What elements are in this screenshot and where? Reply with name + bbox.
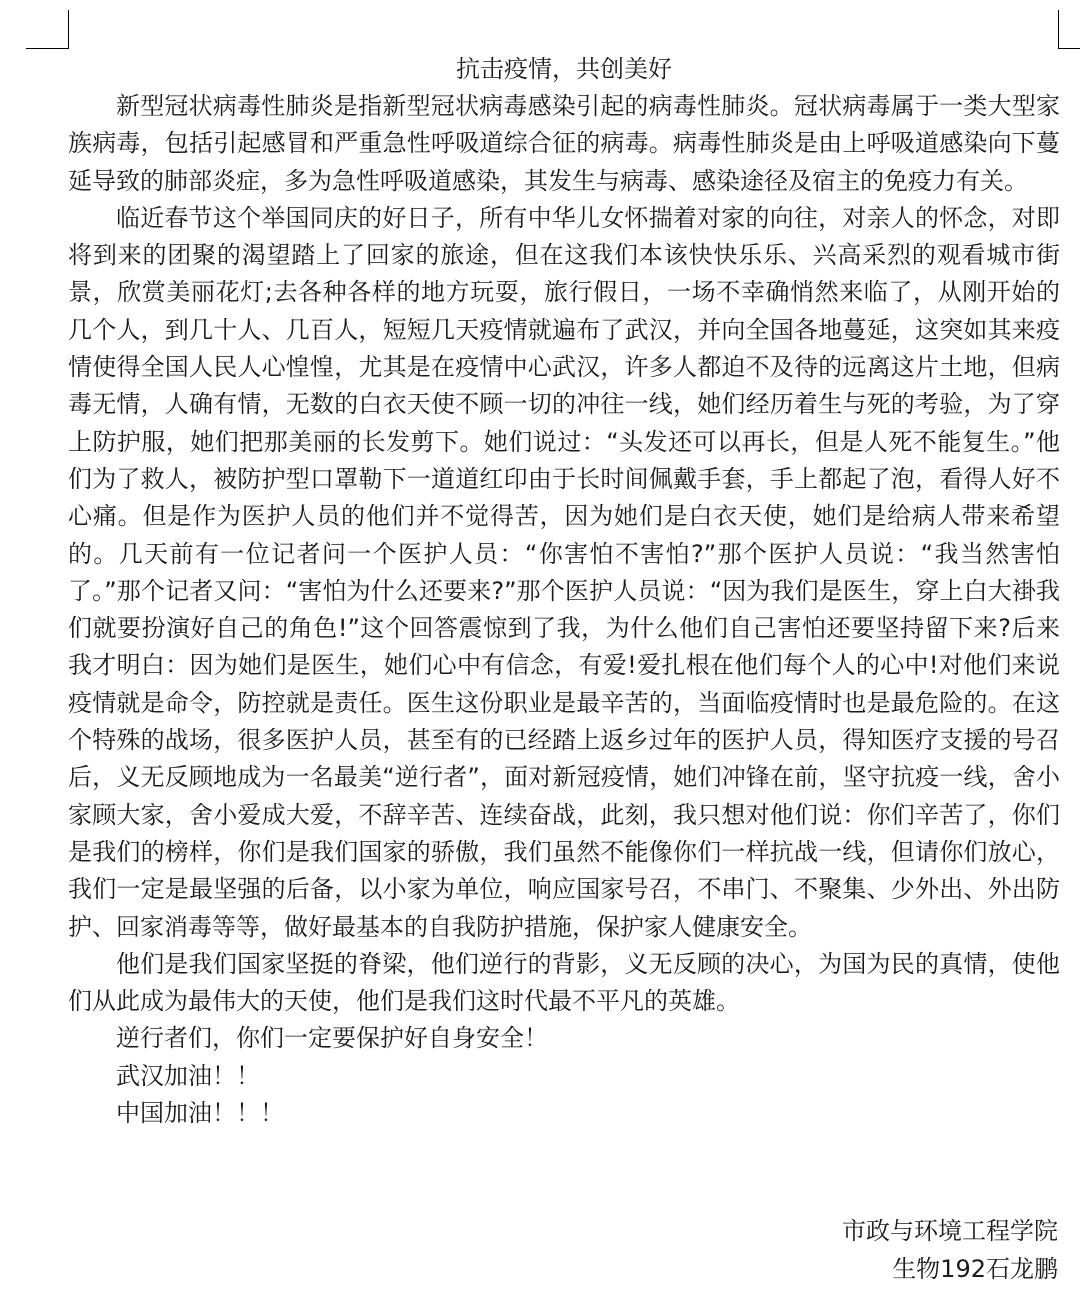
page-corner-mark-top-right <box>1058 10 1080 49</box>
signature-institution: 市政与环境工程学院 <box>842 1217 1058 1245</box>
signature-block <box>842 1212 1058 1288</box>
closing-line-wuhan: 武汉加油！！ <box>116 1061 260 1090</box>
closing-line-safety: 逆行者们，你们一定要保护好自身安全！ <box>116 1024 548 1053</box>
document-title: 抗击疫情，共创美好 <box>456 55 672 83</box>
page-corner-mark-top-left <box>26 10 69 49</box>
paragraph-conclusion: 他们是我们国家坚挺的脊梁，他们逆行的背影，义无反顾的决心，为国为民的真情，使他们从此成为最伟大的天使，他们是我们这时代最不平凡的英雄。 <box>68 949 1060 1016</box>
paragraph-main: 临近春节这个举国同庆的好日子，所有中华儿女怀揣着对家的向往，对亲人的怀念，对即将到来的团聚的渴望踏上了回家的旅途，但在这我们本该快快乐乐、兴高采烈的观看城市街景，欣赏美丽花灯;去各种各样的地方玩耍，旅行假日，一场不幸确悄然来临了，从刚开始的几个人，到几十人、几百人，短短几天疫情就遍布了武汉，并向全国各地蔓延，这突如其来疫情使得全国人民人心惶惶，尤其是在疫情中心武汉，许多人都迫不及待的远离这片土地，但病毒无情，人确有情，无数的白衣天使不顾一切的冲往一线，她们经历着生与死的考验，为了穿上防护服，她们把那美丽的长发剪下。她们说过：“头发还可以再长，但是人死不能复生。”他们为了救人，被防护型口罩勒下一道道红印由于长时间佩戴手套，手上都起了泡，看得人好不心痛。但是作为医护人员的他们并不觉得苦，因为她们是白衣天使，她们是给病人带来希望的。几天前有一位记者问一个医护人员：“你害怕不害怕?”那个医护人员说：“我当然害怕了。”那个记者又问：“害怕为什么还要来?”那个医护人员说：“因为我们是医生，穿上白大褂我们就要扮演好自己的角色!”这个回答震惊到了我，为什么他们自己害怕还要坚持留下来?后来我才明白：因为她们是医生，她们心中有信念，有爱!爱扎根在他们每个人的心中!对他们来说疫情就是命令，防控就是责任。医生这份职业是最辛苦的，当面临疫情时也是最危险的。在这个特殊的战场，很多医护人员，甚至有的已经踏上返乡过年的医护人员，得知医疗支援的号召后，义无反顾地成为一名最美“逆行者”，面对新冠疫情，她们冲锋在前，坚守抗疫一线，舍小家顾大家，舍小爱成大爱，不辞辛苦、连续奋战，此刻，我只想对他们说：你们辛苦了，你们是我们的榜样，你们是我们国家的骄傲，我们虽然不能像你们一样抗战一线，但请你们放心，我们一定是最坚强的后备，以小家为单位，响应国家号召，不串门、不聚集、少外出、外出防护、回家消毒等等，做好最基本的自我防护措施，保护家人健康安全。 <box>68 203 1060 941</box>
signature-author: 生物192石龙鹏 <box>892 1255 1058 1283</box>
document-page <box>68 50 1060 1132</box>
paragraph-intro: 新型冠状病毒性肺炎是指新型冠状病毒感染引起的病毒性肺炎。冠状病毒属于一类大型家族病毒，包括引起感冒和严重急性呼吸道综合征的病毒。病毒性肺炎是由上呼吸道感染向下蔓延导致的肺部炎症，多为急性呼吸道感染，其发生与病毒、感染途径及宿主的免疫力有关。 <box>68 92 1060 195</box>
closing-line-china: 中国加油！！！ <box>116 1099 284 1128</box>
